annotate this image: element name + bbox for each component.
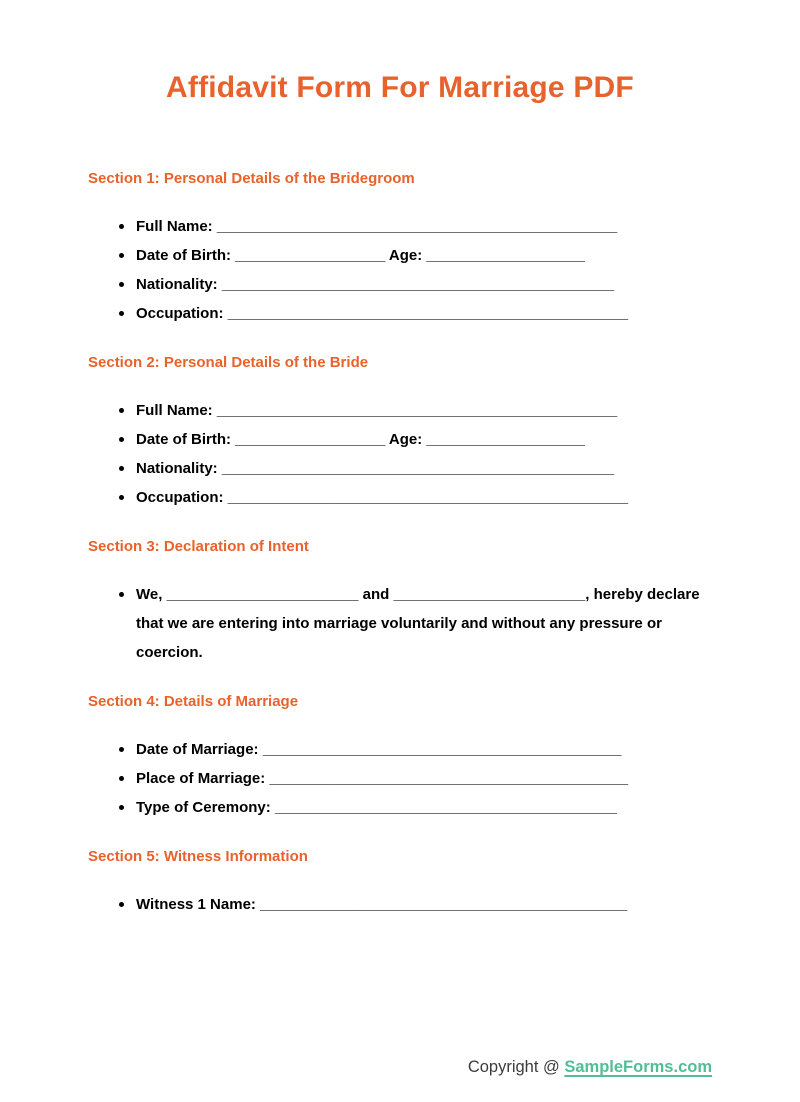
form-field-line: Full Name: ________________________________________________ — [88, 396, 712, 425]
form-field-line: Occupation: ________________________________________________ — [88, 299, 712, 328]
section-heading: Section 5: Witness Information — [88, 848, 308, 865]
form-section — [88, 353, 712, 512]
document-page — [0, 66, 800, 1102]
form-section — [88, 847, 712, 919]
section-heading: Section 4: Details of Marriage — [88, 693, 299, 710]
form-field-line: Place of Marriage: ___________________________________________ — [88, 764, 712, 793]
brand-link[interactable]: SampleForms.com — [564, 1058, 712, 1076]
form-body — [88, 169, 712, 919]
page-footer — [468, 1055, 712, 1080]
copyright-text: Copyright @ — [467, 1058, 565, 1076]
section-field-list — [88, 890, 712, 919]
form-field-line: Witness 1 Name: ____________________________________________ — [88, 890, 712, 919]
section-heading: Section 3: Declaration of Intent — [88, 538, 309, 555]
section-field-list — [88, 735, 712, 822]
form-field-line: Type of Ceremony: _________________________________________ — [88, 793, 712, 822]
section-heading: Section 2: Personal Details of the Bride — [88, 354, 369, 371]
form-field-line: Nationality: _______________________________________________ — [88, 454, 712, 483]
form-field-line: Occupation: ________________________________________________ — [88, 483, 712, 512]
form-field-line: Date of Marriage: ___________________________________________ — [88, 735, 712, 764]
form-field-line: Full Name: ________________________________________________ — [88, 212, 712, 241]
form-field-line: Nationality: _______________________________________________ — [88, 270, 712, 299]
form-field-line: Date of Birth: __________________ Age: ___________________ — [88, 425, 712, 454]
document-title: Affidavit Form For Marriage PDF — [166, 71, 634, 104]
form-field-line: We, _______________________ and _______________________, hereby declare that we are entering into marriage voluntarily and without any pressure or coercion. — [88, 580, 712, 667]
section-field-list — [88, 396, 712, 512]
section-field-list — [88, 580, 712, 667]
form-section — [88, 169, 712, 328]
section-heading: Section 1: Personal Details of the Bridegroom — [88, 170, 415, 187]
form-section — [88, 692, 712, 822]
section-field-list — [88, 212, 712, 328]
form-section — [88, 537, 712, 667]
form-field-line: Date of Birth: __________________ Age: ___________________ — [88, 241, 712, 270]
